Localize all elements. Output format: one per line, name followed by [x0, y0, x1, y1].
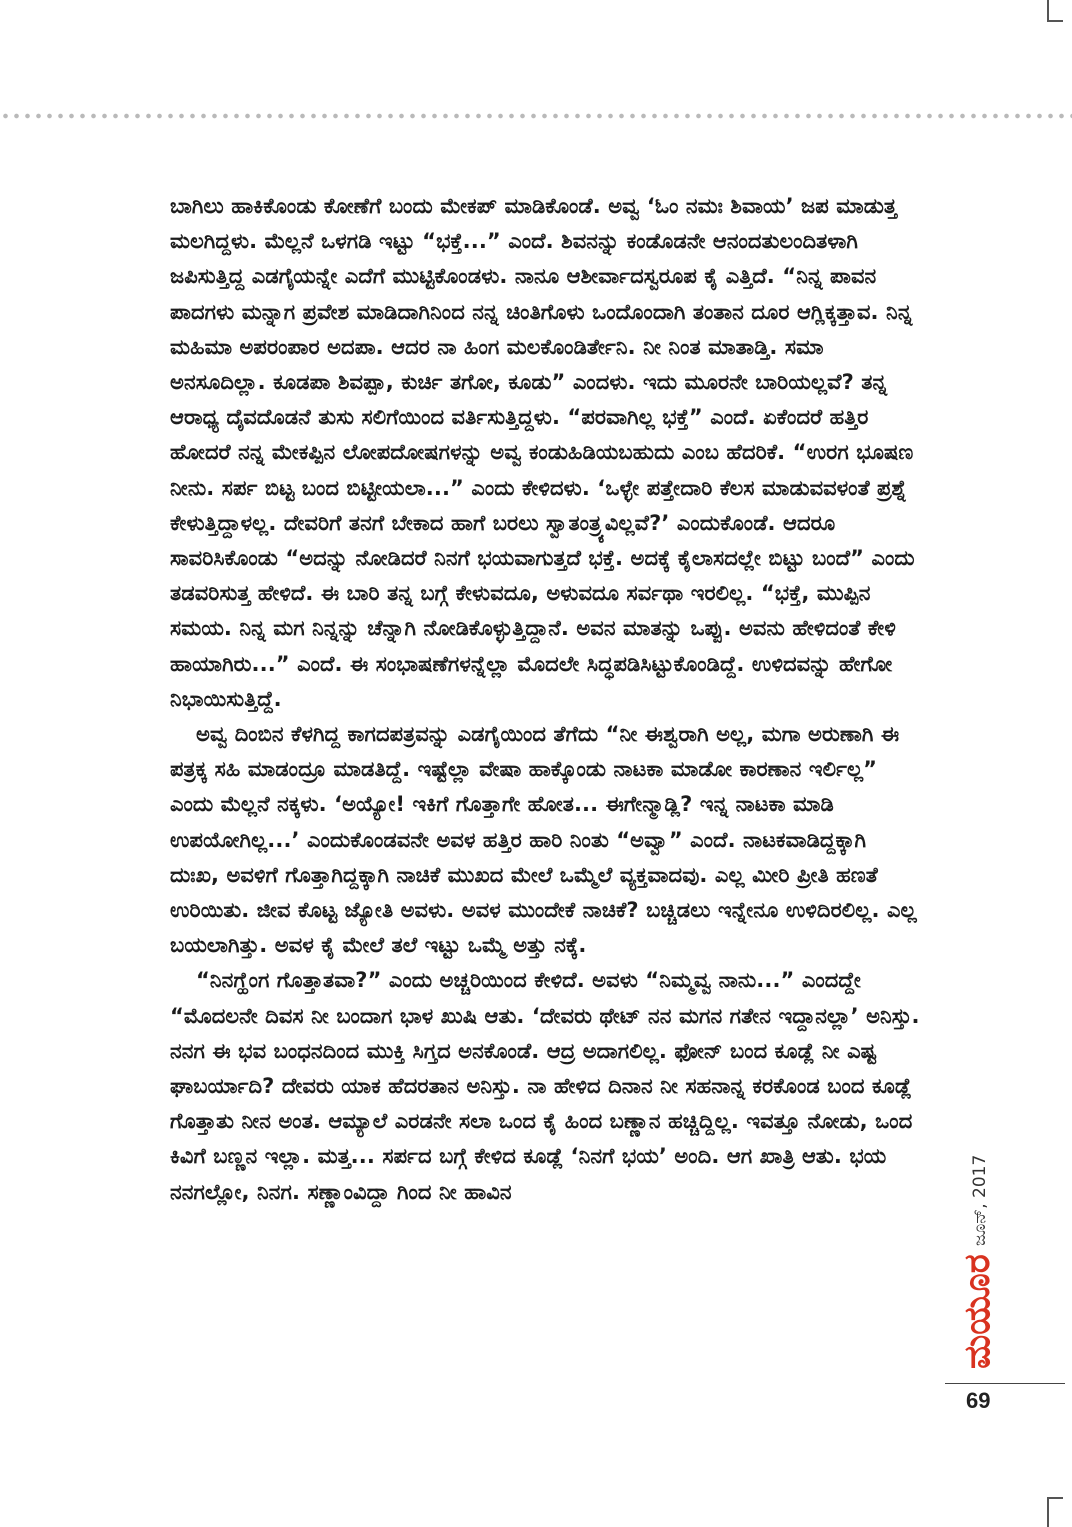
story-text	[170, 189, 922, 1210]
page-number-rule	[945, 1383, 1065, 1384]
story-paragraph-2: ಅವ್ವ ದಿಂಬಿನ ಕೆಳಗಿದ್ದ ಕಾಗದಪತ್ರವನ್ನು ಎಡಗೈಯಿಂದ ತೆಗೆದು “ನೀ ಈಶ್ವರಾಗಿ ಅಲ್ಲ, ಮಗಾ ಅರುಣಾಗಿ ಈ ಪತ್ರಕ್ಕ ಸಹಿ ಮಾಡಂದ್ರೂ ಮಾಡತಿದ್ದೆ. ಇಷ್ಟೆಲ್ಲಾ ವೇಷಾ ಹಾಕ್ಕೊಂಡು ನಾಟಕಾ ಮಾಡೋ ಕಾರಣಾನ ಇರ್ಲಿಲ್ಲ” ಎಂದು ಮೆಲ್ಲನೆ ನಕ್ಕಳು. ‘ಅಯ್ಯೋ! ಇಕಿಗೆ ಗೊತ್ತಾಗೇ ಹೋತ... ಈಗೇನ್ಮಾಡ್ಲಿ? ಇನ್ನ ನಾಟಕಾ ಮಾಡಿ ಉಪಯೋಗಿಲ್ಲ...’ ಎಂದುಕೊಂಡವನೇ ಅವಳ ಹತ್ತಿರ ಹಾರಿ ನಿಂತು “ಅವ್ವಾ” ಎಂದೆ. ನಾಟಕವಾಡಿದ್ದಕ್ಕಾಗಿ ದುಃಖ, ಅವಳಿಗೆ ಗೊತ್ತಾಗಿದ್ದಕ್ಕಾಗಿ ನಾಚಿಕೆ ಮುಖದ ಮೇಲೆ ಒಮ್ಮೆಲೆ ವ್ಯಕ್ತವಾದವು. ಎಲ್ಲ ಮೀರಿ ಪ್ರೀತಿ ಹಣತೆ ಉರಿಯಿತು. ಜೀವ ಕೊಟ್ಟ ಜ್ಯೋತಿ ಅವಳು. ಅವಳ ಮುಂದೇಕೆ ನಾಚಿಕೆ? ಬಚ್ಚಿಡಲು ಇನ್ನೇನೂ ಉಳಿದಿರಲಿಲ್ಲ. ಎಲ್ಲ ಬಯಲಾಗಿತ್ತು. ಅವಳ ಕೈ ಮೇಲೆ ತಲೆ ಇಟ್ಟು ಒಮ್ಮೆ ಅತ್ತು ನಕ್ಕೆ.	[170, 722, 917, 958]
issue-date: ಜೂನ್, 2017	[970, 1154, 990, 1246]
crop-mark-bottom	[1047, 1497, 1063, 1527]
dotted-divider	[0, 112, 1072, 120]
magazine-logo: ಮಯೂರ	[957, 1254, 998, 1370]
page-number: 69	[966, 1388, 991, 1413]
story-paragraph-3: “ನಿನಗ್ಹೆಂಗ ಗೊತ್ತಾತವಾ?” ಎಂದು ಅಚ್ಚರಿಯಿಂದ ಕೇಳಿದೆ. ಅವಳು “ನಿಮ್ಮವ್ವ ನಾನು...” ಎಂದದ್ದೇ “ಮೊದಲನೇ ದಿವಸ ನೀ ಬಂದಾಗ ಭಾಳ ಖುಷಿ ಆತು. ‘ದೇವರು ಥೇಟ್ ನನ ಮಗನ ಗತೇನ ಇದ್ದಾನಲ್ಲಾ’ ಅನಿಸ್ತು. ನನಗ ಈ ಭವ ಬಂಧನದಿಂದ ಮುಕ್ತಿ ಸಿಗ್ತದ ಅನಕೊಂಡೆ. ಆದ್ರ ಅದಾಗಲಿಲ್ಲ. ಫೋನ್ ಬಂದ ಕೂಡ್ಲೆ ನೀ ಎಷ್ಟ ಘಾಬರ್ಯಾದಿ? ದೇವರು ಯಾಕ ಹೆದರತಾನ ಅನಿಸ್ತು. ನಾ ಹೇಳಿದ ದಿನಾನ ನೀ ಸಹನಾನ್ನ ಕರಕೊಂಡ ಬಂದ ಕೂಡ್ಲೆ ಗೊತ್ತಾತು ನೀನ ಅಂತ. ಆಮ್ಯಾಲೆ ಎರಡನೇ ಸಲಾ ಒಂದ ಕೈ ಹಿಂದ ಬಣ್ಣಾನ ಹಚ್ಚಿದ್ದಿಲ್ಲ. ಇವತ್ತೂ ನೋಡು, ಒಂದ ಕಿವಿಗೆ ಬಣ್ಣನ ಇಲ್ಲಾ. ಮತ್ತ... ಸರ್ಪದ ಬಗ್ಗೆ ಕೇಳಿದ ಕೂಡ್ಲೆ ‘ನಿನಗೆ ಭಯ’ ಅಂದಿ. ಆಗ ಖಾತ್ರಿ ಆತು. ಭಯ ನನಗಲ್ಲೋ, ನಿನಗ. ಸಣ್ಣಾಂವಿದ್ದಾ ಗಿಂದ ನೀ ಹಾವಿನ	[170, 968, 920, 1204]
story-paragraph-1: ಬಾಗಿಲು ಹಾಕಿಕೊಂಡು ಕೋಣೆಗೆ ಬಂದು ಮೇಕಪ್ ಮಾಡಿಕೊಂಡೆ. ಅವ್ವ ‘ಓಂ ನಮಃ ಶಿವಾಯ’ ಜಪ ಮಾಡುತ್ತ ಮಲಗಿದ್ದಳು. ಮೆಲ್ಲನೆ ಒಳಗಡಿ ಇಟ್ಟು “ಭಕ್ತೆ...” ಎಂದೆ. ಶಿವನನ್ನು ಕಂಡೊಡನೇ ಆನಂದತುಲಂದಿತಳಾಗಿ ಜಪಿಸುತ್ತಿದ್ದ ಎಡಗೈಯನ್ನೇ ಎದೆಗೆ ಮುಟ್ಟಿಕೊಂಡಳು. ನಾನೂ ಆಶೀರ್ವಾದಸ್ವರೂಪ ಕೈ ಎತ್ತಿದೆ. “ನಿನ್ನ ಪಾವನ ಪಾದಗಳು ಮನ್ನಾಗ ಪ್ರವೇಶ ಮಾಡಿದಾಗಿನಿಂದ ನನ್ನ ಚಿಂತಿಗೊಳು ಒಂದೊಂದಾಗಿ ತಂತಾನ ದೂರ ಆಗ್ಲಿಕ್ಕತ್ತಾವ. ನಿನ್ನ ಮಹಿಮಾ ಅಪರಂಪಾರ ಅದಪಾ. ಆದರ ನಾ ಹಿಂಗ ಮಲಕೊಂಡಿರ್ತೇನಿ. ನೀ ನಿಂತ ಮಾತಾಡ್ತಿ. ಸಮಾ ಅನಸೂದಿಲ್ಲಾ. ಕೂಡಪಾ ಶಿವಪ್ಪಾ, ಕುರ್ಚಿ ತಗೋ, ಕೂಡು” ಎಂದಳು. ಇದು ಮೂರನೇ ಬಾರಿಯಲ್ಲವೆ? ತನ್ನ ಆರಾಧ್ಯ ದೈವದೊಡನೆ ತುಸು ಸಲಿಗೆಯಿಂದ ವರ್ತಿಸುತ್ತಿದ್ದಳು. “ಪರವಾಗಿಲ್ಲ ಭಕ್ತೆ” ಎಂದೆ. ಏಕೆಂದರೆ ಹತ್ತಿರ ಹೋದರೆ ನನ್ನ ಮೇಕಪ್ಪಿನ ಲೋಪದೋಷಗಳನ್ನು ಅವ್ವ ಕಂಡುಹಿಡಿಯಬಹುದು ಎಂಬ ಹೆದರಿಕೆ. “ಉರಗ ಭೂಷಣ ನೀನು. ಸರ್ಪ ಬಿಟ್ಟ ಬಂದ ಬಿಟ್ಟೀಯಲಾ...” ಎಂದು ಕೇಳಿದಳು. ‘ಒಳ್ಳೇ ಪತ್ತೇದಾರಿ ಕೆಲಸ ಮಾಡುವವಳಂತೆ ಪ್ರಶ್ನೆ ಕೇಳುತ್ತಿದ್ದಾಳಲ್ಲ. ದೇವರಿಗೆ ತನಗೆ ಬೇಕಾದ ಹಾಗೆ ಬರಲು ಸ್ವಾತಂತ್ರ್ಯವಿಲ್ಲವೆ?’ ಎಂದುಕೊಂಡೆ. ಆದರೂ ಸಾವರಿಸಿಕೊಂಡು “ಅದನ್ನು ನೋಡಿದರೆ ನಿನಗೆ ಭಯವಾಗುತ್ತದೆ ಭಕ್ತೆ. ಅದಕ್ಕೆ ಕೈಲಾಸದಲ್ಲೇ ಬಿಟ್ಟು ಬಂದೆ” ಎಂದು ತಡವರಿಸುತ್ತ ಹೇಳಿದೆ. ಈ ಬಾರಿ ತನ್ನ ಬಗ್ಗೆ ಕೇಳುವದೂ, ಅಳುವದೂ ಸರ್ವಥಾ ಇರಲಿಲ್ಲ. “ಭಕ್ತೆ, ಮುಪ್ಪಿನ ಸಮಯ. ನಿನ್ನ ಮಗ ನಿನ್ನನ್ನು ಚೆನ್ನಾಗಿ ನೋಡಿಕೊಳ್ಳುತ್ತಿದ್ದಾನೆ. ಅವನ ಮಾತನ್ನು ಒಪ್ಪು. ಅವನು ಹೇಳಿದಂತೆ ಕೇಳಿ ಹಾಯಾಗಿರು...” ಎಂದೆ. ಈ ಸಂಭಾಷಣೆಗಳನ್ನೆಲ್ಲಾ ಮೊದಲೇ ಸಿದ್ಧಪಡಿಸಿಟ್ಟುಕೊಂಡಿದ್ದೆ. ಉಳಿದವನ್ನು ಹೇಗೋ ನಿಭಾಯಿಸುತ್ತಿದ್ದೆ.	[170, 194, 915, 711]
crop-mark-top	[1047, 0, 1063, 22]
